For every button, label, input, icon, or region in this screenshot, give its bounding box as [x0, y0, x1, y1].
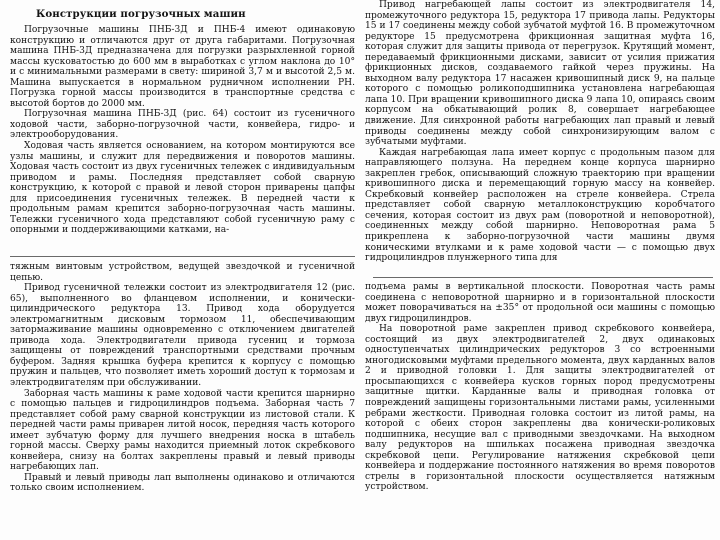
paragraph: Ходовая часть является основанием, на котором монтируются все узлы машины, и служит для передвижения и поворотов машины. Ходовая часть состоит из двух гусеничных тележек с индивидуальным приводом и рамы. Последняя представляет собой сварную конструкцию, к которой с правой и левой сторон приварены цапфы для присоединения гусеничных тележек. В передней части к продольным рамам крепится заборно-погрузочная часть машины. Тележки гусеничного хода представляют собой гусеничную раму с опорными и поддерживающими катками, на-	[10, 141, 355, 236]
left-lower-block	[10, 262, 355, 494]
right-lower-block	[365, 282, 715, 493]
paragraph: тяжным винтовым устройством, ведущей звездочкой и гусеничной цепью.	[10, 262, 355, 283]
paragraph: Правый и левый приводы лап выполнены одинаково и отличаются только своим исполнением.	[10, 472, 355, 494]
page-divider	[10, 256, 355, 257]
paragraph: Привод нагребающей лапы состоит из электродвигателя 14, промежуточного редуктора 15, редуктора 17 привода лапы. Редукторы 15 и 17 соединены между собой зубчатой муфтой 16. В промежуточном редукторе 15 предусмотрена фрикционная защитная муфта 16, которая служит для защиты привода от перегрузок. Крутящий момент, передаваемый фрикционными дисками, зависит от усилия прижатия фрикционных дисков, создаваемого гайкой через пружины. На выходном валу редуктора 17 насажен кривошипный диск 9, на пальце которого с помощью роликоподшипника установлена нагребающая лапа 10. При вращении кривошипного диска 9 лапа 10, опираясь своим корпусом на обкатывающий ролик 8, совершает нагребающее движение. Для синхронной работы нагребающих лап правый и левый приводы соединены между собой синхронизирующим валом с зубчатыми муфтами.	[365, 0, 715, 148]
page-divider	[373, 277, 713, 278]
left-upper-block	[10, 6, 355, 250]
section-title: Конструкции погрузочных машин	[36, 8, 246, 20]
left-column	[10, 6, 355, 534]
paragraph: Погрузочные машины ПНБ-3Д и ПНБ-4 имеют одинаковую конструкцию и отличаются друг от друга габаритами. Погрузочная машина ПНБ-3Д предназначена для погрузки разрыхленной горной массы кусковатостью до 600 мм в выработках с углом наклона до 10° и с минимальными размерами в свету: шириной 3,7 м и высотой 2,5 м. Машина выпускается в нормальном рудничном исполнении РН. Погрузка горной массы производится в транспортные средства с высотой бортов до 2000 мм.	[10, 25, 355, 109]
right-upper-block	[365, 0, 715, 270]
paragraph: Привод гусеничной тележки состоит из электродвигателя 12 (рис. 65), выполненного во фланцевом исполнении, и конически-цилиндрического редуктора 13. Привод хода оборудуется электромагнитным дисковым тормозом 11, обеспечивающим затормаживание машины одновременно с отключением двигателей привода хода. Электродвигатели привода гусениц и тормоза защищены от повреждений транспортными средствами прочным буфером. Задняя крышка буфера крепится к корпусу с помощью пружин и пальцев, что позволяет иметь хороший доступ к тормозам и электродвигателям при обслуживании.	[10, 283, 355, 389]
paragraph: Заборная часть машины к раме ходовой части крепится шарнирно с помощью пальцев и гидроцилиндров подъема. Заборная часть 7 представляет собой раму сварной конструкции из листовой стали. К передней части рамы приварен литой носок, передняя часть которого имеет зубчатую форму для лучшего внедрения носка в штабель горной массы. Сверху рамы находится приемный лоток скребкового конвейера, снизу на болтах закреплены правый и левый приводы нагребающих лап.	[10, 388, 355, 473]
paragraph: На поворотной раме закреплен привод скребкового конвейера, состоящий из двух электродвигателей 2, двух одинаковых одноступенчатых цилиндрических редукторов 3 со встроенными многодисковыми муфтами предельного момента, двух карданных валов 2 и приводной головки 1. Для защиты электродвигателей от просыпающихся с конвейера кусков горных пород предусмотрены защитные щитки. Карданные валы и приводная головка от повреждений защищены горизонтальными листами рамы, усиленными ребрами жесткости. Приводная головка состоит из литой рамы, на которой с обеих сторон закреплены два конически-роликовых подшипника, несущие вал с приводными звездочками. На выходном валу редукторов на шпильках посажена приводная звездочка скребковой цепи. Регулирование натяжения скребковой цепи конвейера и поддержание постоянного натяжения во время поворотов стрелы в горизонтальной плоскости осуществляется натяжным устройством.	[365, 324, 715, 493]
paragraph: Каждая нагребающая лапа имеет корпус с продольным пазом для направляющего ползуна. На переднем конце корпуса шарнирно закреплен гребок, описывающий сложную траекторию при вращении кривошипного диска и перемещающий горную массу на конвейер. Скребковый конвейер расположен на стреле конвейера. Стрела представляет собой сварную металлоконструкцию коробчатого сечения, которая состоит из двух рам (поворотной и неповоротной), соединенных между собой шарнирно. Неповоротная рама 5 прикреплена к заборно-погрузочной части машины двумя коническими втулками и к раме ходовой части — с помощью двух гидроцилиндров плунжерного типа для	[365, 147, 715, 264]
paragraph: Погрузочная машина ПНБ-3Д (рис. 64) состоит из гусеничного ходовой части, заборно-погрузочной части, конвейера, гидро- и электрооборудования.	[10, 109, 355, 141]
right-column	[365, 0, 715, 538]
paragraph: подъема рамы в вертикальной плоскости. Поворотная часть рамы соединена с неповоротной шарнирно и в горизонтальной плоскости может поворачиваться на ±35° от продольной оси машины с помощью двух гидроцилиндров.	[365, 282, 715, 324]
